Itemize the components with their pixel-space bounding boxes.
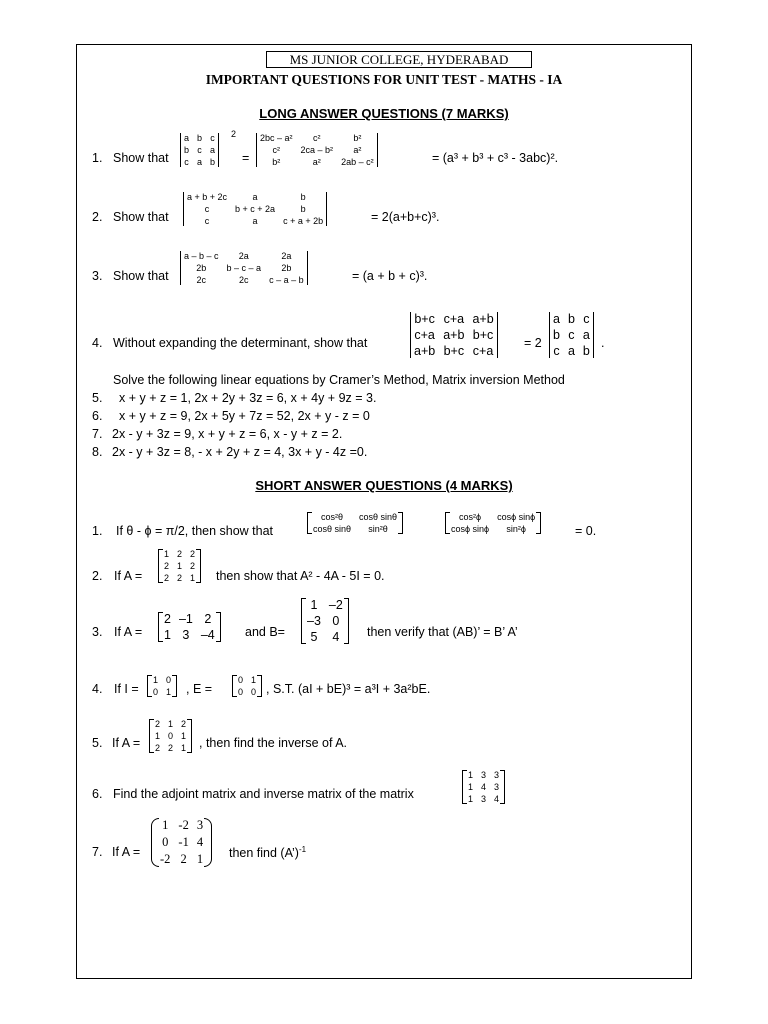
matrix-cell: a + b + 2c xyxy=(187,192,228,202)
short-q4-identity-matrix xyxy=(153,675,171,697)
matrix-delimiter xyxy=(445,512,450,534)
equation-7-number: 7. xyxy=(92,427,103,441)
equation-5-number: 5. xyxy=(92,391,103,405)
long-q4-lead: Without expanding the determinant, show that xyxy=(113,336,368,350)
matrix-delimiter xyxy=(232,675,237,697)
short-q4-lead: If I = xyxy=(114,682,139,696)
short-answer-heading: SHORT ANSWER QUESTIONS (4 MARKS) xyxy=(255,478,513,493)
matrix-delimiter xyxy=(326,192,327,226)
matrix-cell: 2b xyxy=(196,263,207,273)
long-q4-equals: = 2 xyxy=(524,336,542,350)
matrix-cell: a+b xyxy=(414,344,436,358)
short-q1-matrix-theta xyxy=(313,512,397,534)
matrix-cell: 0 xyxy=(251,687,257,697)
matrix-delimiter xyxy=(151,818,159,867)
matrix-cell: c xyxy=(553,344,560,358)
matrix-delimiter xyxy=(204,818,212,867)
matrix-cell: 1 xyxy=(251,675,257,685)
matrix-cell: b – c – a xyxy=(226,263,262,273)
matrix-cell: b xyxy=(210,157,216,167)
short-q7-lead: If A = xyxy=(112,845,141,859)
matrix-cell: cosθ sinθ xyxy=(359,512,398,522)
matrix-cell: 2c xyxy=(239,275,249,285)
short-q3-number: 3. xyxy=(92,625,103,639)
short-q7-result-wrap xyxy=(229,845,306,860)
matrix-cell: 1 xyxy=(468,770,474,780)
matrix-cell: c+a xyxy=(472,344,494,358)
matrix-cell: b xyxy=(567,312,575,326)
matrix-cell: 3 xyxy=(481,794,487,804)
short-q3-result: then verify that (AB)’ = B’ A’ xyxy=(367,625,518,639)
matrix-delimiter xyxy=(149,719,154,753)
matrix-cell: c xyxy=(568,328,575,342)
matrix-cell: 0 xyxy=(332,614,340,628)
long-q1-result: = (a³ + b³ + c³ - 3abc)². xyxy=(432,151,559,165)
equation-5: x + y + z = 1, 2x + 2y + 3z = 6, x + 4y + 9z = 3. xyxy=(119,391,377,405)
matrix-cells xyxy=(553,312,590,358)
matrix-delimiter xyxy=(377,133,378,167)
matrix-cell: a xyxy=(567,344,575,358)
matrix-cells xyxy=(451,512,535,534)
matrix-cell: 2a xyxy=(238,251,249,261)
matrix-cell: c+a xyxy=(443,312,465,326)
matrix-cells xyxy=(187,192,323,226)
matrix-delimiter xyxy=(216,612,221,642)
short-q3-lead: If A = xyxy=(114,625,143,639)
matrix-cell: 1 xyxy=(153,675,159,685)
matrix-cell: 2 xyxy=(164,561,170,571)
matrix-cell: c xyxy=(197,145,202,155)
long-q3-number: 3. xyxy=(92,269,103,283)
matrix-cell: c xyxy=(204,204,210,214)
matrix-cell: a xyxy=(252,192,258,202)
matrix-cell: c + a + 2b xyxy=(283,216,324,226)
matrix-cells xyxy=(155,719,186,753)
matrix-cell: 2 xyxy=(190,549,196,559)
short-q2-matrix xyxy=(164,549,195,583)
matrix-cell: b xyxy=(582,344,590,358)
short-q4-mid: , E = xyxy=(186,682,213,696)
matrix-delimiter xyxy=(301,598,306,644)
matrix-cell: a xyxy=(184,133,190,143)
equation-7: 2x - y + 3z = 9, x + y + z = 6, x - y + z = 2. xyxy=(112,427,343,441)
long-q4-number: 4. xyxy=(92,336,103,350)
matrix-cell: -1 xyxy=(178,835,189,849)
long-q1-equals: = xyxy=(242,151,250,165)
matrix-delimiter xyxy=(344,598,349,644)
matrix-delimiter xyxy=(256,133,257,167)
matrix-cell: b² xyxy=(353,133,362,143)
matrix-cell: 2ca – b² xyxy=(300,145,334,155)
matrix-cell: a xyxy=(252,216,258,226)
matrix-cell: 0 xyxy=(238,675,244,685)
matrix-cell: 3 xyxy=(494,782,500,792)
matrix-cells xyxy=(153,675,171,697)
long-q1-determinant-left xyxy=(184,133,215,167)
matrix-cell: 2 xyxy=(180,852,187,866)
long-q3-result: = (a + b + c)³. xyxy=(352,269,428,283)
short-q3-matrix-b xyxy=(307,598,343,644)
long-q3-lead: Show that xyxy=(113,269,169,283)
matrix-delimiter xyxy=(172,675,177,697)
matrix-cell: cos²θ xyxy=(321,512,344,522)
long-q1-exponent: 2 xyxy=(231,129,237,139)
matrix-cell: c xyxy=(583,312,590,326)
matrix-cell: 2 xyxy=(155,743,161,753)
matrix-cell: a² xyxy=(353,145,362,155)
matrix-cell: cos²ϕ xyxy=(459,512,482,522)
matrix-cell: 1 xyxy=(196,852,204,866)
matrix-cell: –3 xyxy=(307,614,321,628)
matrix-cell: 2c xyxy=(196,275,207,285)
matrix-cell: a xyxy=(210,145,216,155)
matrix-delimiter xyxy=(183,192,184,226)
matrix-cell: sin²θ xyxy=(368,524,388,534)
matrix-cell: 4 xyxy=(481,782,487,792)
matrix-cell: b xyxy=(184,145,190,155)
matrix-cell: 2 xyxy=(168,743,174,753)
matrix-cell: 0 xyxy=(166,675,172,685)
matrix-delimiter xyxy=(500,770,505,804)
matrix-cell: c² xyxy=(272,145,281,155)
matrix-cells xyxy=(307,598,343,644)
long-q3-determinant xyxy=(184,251,304,285)
short-q5-result: , then find the inverse of A. xyxy=(199,736,348,750)
short-q3-mid: and B= xyxy=(245,625,285,639)
matrix-cell: 2 xyxy=(181,719,187,729)
matrix-cell: 2 xyxy=(164,612,171,626)
cramer-intro: Solve the following linear equations by Cramer’s Method, Matrix inversion Method xyxy=(113,373,565,387)
long-q1-number: 1. xyxy=(92,151,103,165)
long-q2-result: = 2(a+b+c)³. xyxy=(371,210,440,224)
long-q2-number: 2. xyxy=(92,210,103,224)
matrix-delimiter xyxy=(180,251,181,285)
equation-6: x + y + z = 9, 2x + 5y + 7z = 52, 2x + y - z = 0 xyxy=(119,409,370,423)
matrix-cells xyxy=(164,612,215,642)
matrix-cell: –2 xyxy=(328,598,343,612)
equation-8-number: 8. xyxy=(92,445,103,459)
matrix-cell: c xyxy=(210,133,215,143)
matrix-cell: 3 xyxy=(481,770,487,780)
short-q2-number: 2. xyxy=(92,569,103,583)
college-name: MS JUNIOR COLLEGE, HYDERABAD xyxy=(266,51,532,68)
matrix-cell: a xyxy=(553,312,560,326)
short-q5-number: 5. xyxy=(92,736,103,750)
matrix-cells xyxy=(184,251,304,285)
matrix-delimiter xyxy=(593,312,594,358)
short-q6-lead: Find the adjoint matrix and inverse matrix of the matrix xyxy=(113,787,414,801)
matrix-cell: 2 xyxy=(190,561,196,571)
long-q4-end: . xyxy=(601,336,605,350)
matrix-delimiter xyxy=(158,549,163,583)
short-q4-result: , S.T. (aI + bE)³ = a³I + 3a²bE. xyxy=(266,682,431,696)
matrix-cell: 1 xyxy=(310,598,318,612)
short-q5-lead: If A = xyxy=(112,736,141,750)
matrix-cell: b xyxy=(300,204,306,214)
short-q7-matrix xyxy=(160,818,203,867)
matrix-cell: 1 xyxy=(181,731,187,741)
matrix-cells xyxy=(164,549,195,583)
short-q7-number: 7. xyxy=(92,845,103,859)
matrix-cell: 3 xyxy=(196,818,204,832)
matrix-cell: 2 xyxy=(155,719,161,729)
equation-6-number: 6. xyxy=(92,409,103,423)
matrix-cell: 0 xyxy=(238,687,244,697)
matrix-cell: 2ab – c² xyxy=(341,157,374,167)
matrix-cell: 1 xyxy=(190,573,196,583)
long-q2-determinant xyxy=(187,192,323,226)
short-q2-lead: If A = xyxy=(114,569,143,583)
matrix-cell: c² xyxy=(313,133,321,143)
matrix-cell: cosϕ sinϕ xyxy=(497,512,536,522)
long-q4-determinant-right xyxy=(553,312,590,358)
matrix-delimiter xyxy=(257,675,262,697)
matrix-delimiter xyxy=(410,312,411,358)
matrix-cell: 1 xyxy=(168,719,174,729)
matrix-cell: 2b xyxy=(281,263,292,273)
matrix-cell: a² xyxy=(312,157,321,167)
matrix-cell: b+c xyxy=(414,312,435,326)
matrix-cell: 2bc – a² xyxy=(260,133,293,143)
short-q1-number: 1. xyxy=(92,524,103,538)
matrix-cell: c xyxy=(184,157,189,167)
equation-8: 2x - y + 3z = 8, - x + 2y + z = 4, 3x + y - 4z =0. xyxy=(112,445,368,459)
matrix-cells xyxy=(414,312,494,358)
short-q7-result: then find (A’) xyxy=(229,846,299,861)
matrix-delimiter xyxy=(398,512,403,534)
matrix-cell: -2 xyxy=(160,852,171,866)
matrix-cell: –4 xyxy=(200,628,215,642)
short-q7-superscript: -1 xyxy=(298,845,307,854)
short-q1-matrix-phi xyxy=(451,512,535,534)
matrix-delimiter xyxy=(158,612,163,642)
matrix-delimiter xyxy=(536,512,541,534)
matrix-delimiter xyxy=(462,770,467,804)
matrix-cell: b+c xyxy=(443,344,465,358)
matrix-cell: –1 xyxy=(178,612,193,626)
matrix-cells xyxy=(184,133,215,167)
matrix-cells xyxy=(468,770,499,804)
matrix-delimiter xyxy=(307,251,308,285)
long-answer-heading: LONG ANSWER QUESTIONS (7 MARKS) xyxy=(259,106,509,121)
matrix-cell: 4 xyxy=(494,794,500,804)
matrix-cell: c+a xyxy=(414,328,435,342)
matrix-cell: 3 xyxy=(182,628,190,642)
matrix-cell: b² xyxy=(272,157,281,167)
long-q4-determinant-left xyxy=(414,312,494,358)
matrix-cell: 1 xyxy=(164,549,170,559)
short-q5-matrix xyxy=(155,719,186,753)
matrix-cell: c – a – b xyxy=(269,275,304,285)
matrix-cell: cosθ sinθ xyxy=(313,524,352,534)
long-q1-lead: Show that xyxy=(113,151,169,165)
matrix-cell: 2 xyxy=(164,573,170,583)
matrix-cell: 3 xyxy=(494,770,500,780)
matrix-cell: 0 xyxy=(168,731,174,741)
long-q2-lead: Show that xyxy=(113,210,169,224)
short-q1-result: = 0. xyxy=(575,524,597,538)
matrix-cell: 1 xyxy=(468,794,474,804)
matrix-delimiter xyxy=(218,133,219,167)
matrix-delimiter xyxy=(147,675,152,697)
matrix-cells xyxy=(260,133,374,167)
matrix-cell: 2 xyxy=(177,549,183,559)
matrix-delimiter xyxy=(549,312,550,358)
matrix-cell: 1 xyxy=(181,743,187,753)
matrix-cell: 1 xyxy=(162,818,169,832)
matrix-cell: 4 xyxy=(196,835,204,849)
matrix-cell: 4 xyxy=(332,630,340,644)
short-q4-number: 4. xyxy=(92,682,103,696)
matrix-cell: b + c + 2a xyxy=(235,204,276,214)
matrix-delimiter xyxy=(307,512,312,534)
matrix-cell: b xyxy=(300,192,306,202)
short-q1-lead: If θ - ϕ = π/2, then show that xyxy=(116,524,274,538)
matrix-cells xyxy=(160,818,203,867)
matrix-cell: 1 xyxy=(155,731,161,741)
matrix-cell: a xyxy=(197,157,203,167)
matrix-cell: 2 xyxy=(177,573,183,583)
matrix-cell: b+c xyxy=(472,328,494,342)
matrix-delimiter xyxy=(497,312,498,358)
matrix-cell: 2a xyxy=(281,251,292,261)
matrix-cell: b xyxy=(553,328,560,342)
matrix-cell: 0 xyxy=(153,687,159,697)
matrix-cells xyxy=(313,512,397,534)
matrix-delimiter xyxy=(196,549,201,583)
long-q1-determinant-right xyxy=(260,133,374,167)
matrix-delimiter xyxy=(187,719,192,753)
matrix-cell: a xyxy=(582,328,590,342)
matrix-cell: 0 xyxy=(162,835,169,849)
matrix-cell: 1 xyxy=(468,782,474,792)
matrix-cell: 1 xyxy=(164,628,171,642)
matrix-cell: a – b – c xyxy=(184,251,219,261)
matrix-cell: 1 xyxy=(166,687,172,697)
paper-title: IMPORTANT QUESTIONS FOR UNIT TEST - MATHS - IA xyxy=(205,72,563,87)
matrix-cell: 2 xyxy=(204,612,212,626)
short-q2-result: then show that A² - 4A - 5I = 0. xyxy=(216,569,385,583)
short-q6-matrix xyxy=(468,770,499,804)
matrix-delimiter xyxy=(180,133,181,167)
matrix-cells xyxy=(238,675,256,697)
short-q6-number: 6. xyxy=(92,787,103,801)
short-q4-matrix-e xyxy=(238,675,256,697)
matrix-cell: sin²ϕ xyxy=(506,524,526,534)
matrix-cell: a+b xyxy=(443,328,465,342)
short-q3-matrix-a xyxy=(164,612,215,642)
matrix-cell: 5 xyxy=(310,630,318,644)
matrix-cell: c xyxy=(204,216,210,226)
matrix-cell: b xyxy=(197,133,203,143)
matrix-cell: -2 xyxy=(178,818,189,832)
matrix-cell: 1 xyxy=(177,561,183,571)
matrix-cell: a+b xyxy=(472,312,494,326)
matrix-cell: cosϕ sinϕ xyxy=(451,524,490,534)
